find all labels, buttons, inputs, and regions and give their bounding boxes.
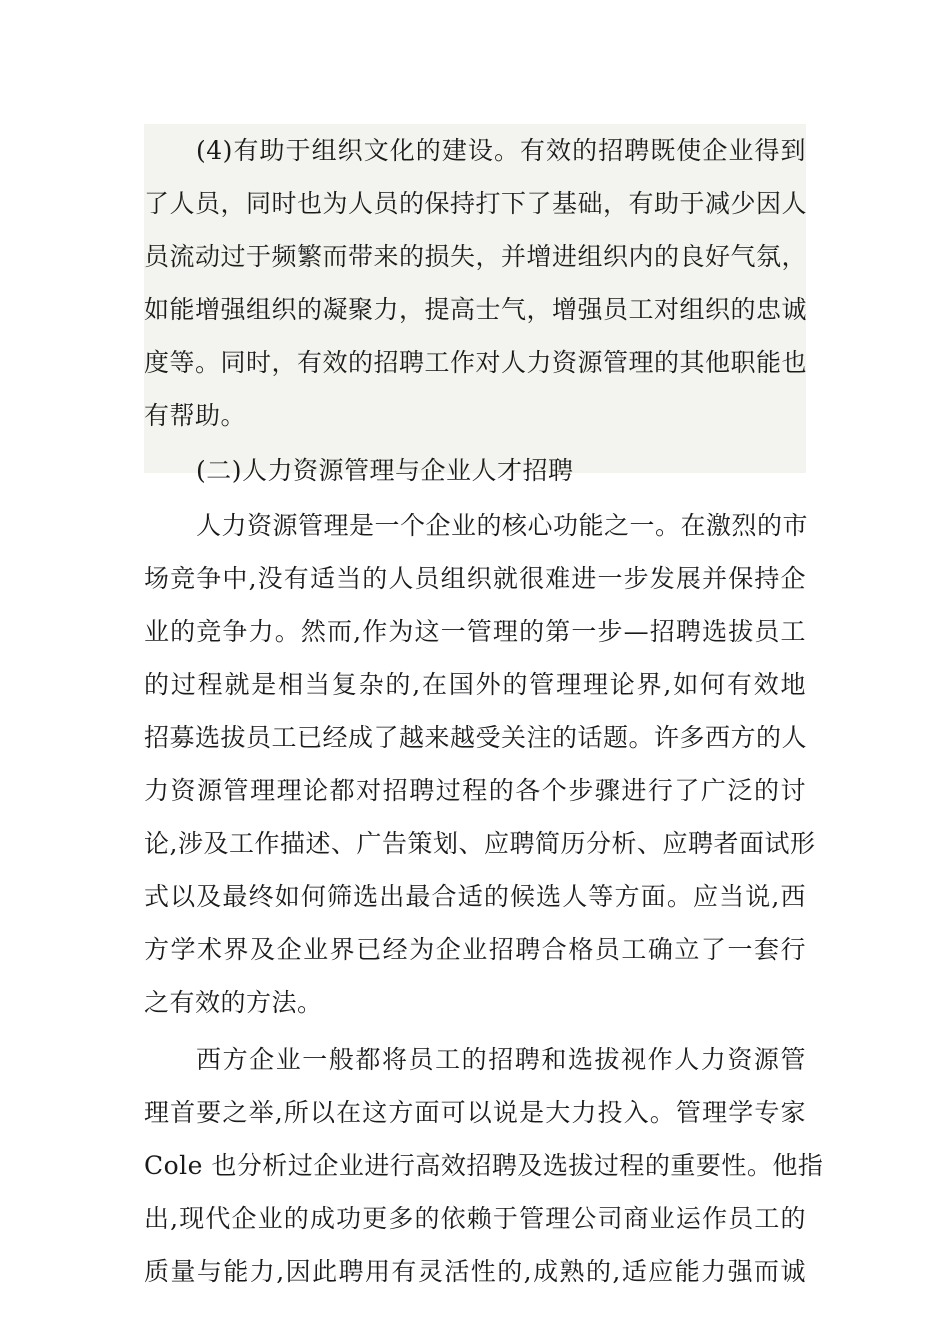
text-line: 了人员，同时也为人员的保持打下了基础，有助于减少因人	[144, 189, 808, 218]
heading-text: (二)人力资源管理与企业人才招聘	[196, 456, 574, 485]
text-line: Cole 也分析过企业进行高效招聘及选拔过程的重要性。他指	[144, 1151, 824, 1180]
text-line: 招募选拔员工已经成了越来越受关注的话题。许多西方的人	[144, 723, 808, 752]
text-line: 质量与能力,因此聘用有灵活性的,成熟的,适应能力强而诚	[144, 1257, 806, 1286]
text-line: 业的竞争力。然而,作为这一管理的第一步—招聘选拔员工	[144, 617, 806, 646]
text-line: 场竞争中,没有适当的人员组织就很难进一步发展并保持企	[144, 564, 806, 593]
paragraph-org-culture	[144, 124, 806, 442]
paragraph-western	[144, 1033, 824, 1298]
text-line: 西方企业一般都将员工的招聘和选拔视作人力资源管	[196, 1045, 806, 1074]
document-body	[144, 124, 824, 1298]
text-line: 式以及最终如何筛选出最合适的候选人等方面。应当说,西	[144, 882, 806, 911]
text-line: 如能增强组织的凝聚力，提高士气，增强员工对组织的忠诚	[144, 295, 808, 324]
text-line: 员流动过于频繁而带来的损失，并增进组织内的良好气氛，	[144, 242, 808, 271]
text-line: 之有效的方法。	[144, 988, 323, 1017]
paragraph-hr-core	[144, 499, 816, 1029]
text-line: 出,现代企业的成功更多的依赖于管理公司商业运作员工的	[144, 1204, 806, 1233]
text-line: 的过程就是相当复杂的,在国外的管理理论界,如何有效地	[144, 670, 806, 699]
section-heading	[144, 444, 806, 497]
text-line: 度等。同时，有效的招聘工作对人力资源管理的其他职能也	[144, 348, 808, 377]
text-line: 论,涉及工作描述、广告策划、应聘简历分析、应聘者面试形	[144, 829, 816, 858]
text-line: 力资源管理理论都对招聘过程的各个步骤进行了广泛的讨	[144, 776, 806, 805]
text-line: 人力资源管理是一个企业的核心功能之一。在激烈的市	[196, 511, 809, 540]
text-line: 方学术界及企业界已经为企业招聘合格员工确立了一套行	[144, 935, 806, 964]
text-line: 有帮助。	[144, 401, 247, 430]
text-line: (4)有助于组织文化的建设。有效的招聘既使企业得到	[196, 136, 806, 165]
text-line: 理首要之举,所以在这方面可以说是大力投入。管理学专家	[144, 1098, 806, 1127]
